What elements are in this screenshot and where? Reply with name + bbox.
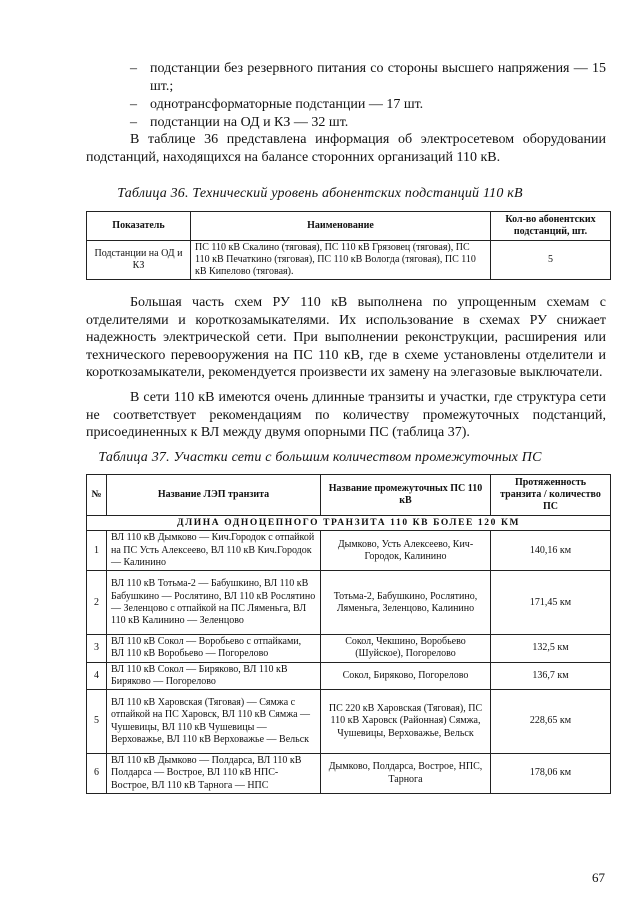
table-row [87, 241, 611, 280]
table-cell: Подстанции на ОД и КЗ [87, 241, 191, 280]
table-row [87, 662, 611, 689]
intermediate-substations: ПС 220 кВ Харовская (Тяговая), ПС 110 кВ Харовск (Районная) Сямжа, Чушевицы, Верховажье, Вельск [321, 690, 491, 754]
table-36 [86, 211, 611, 280]
table-row [87, 754, 611, 794]
bullet-dash: – [130, 115, 137, 130]
table-row [87, 635, 611, 662]
row-number: 4 [87, 662, 107, 689]
intermediate-substations: Сокол, Чекшино, Воробьево (Шуйское), Погорелово [321, 635, 491, 662]
paragraph: В сети 110 кВ имеются очень длинные транзиты и участки, где структура сети не соответствует рекомендациям по количеству промежуточных подстанций, присоединенных к ВЛ между двумя опорными ПС (таблица 37). [86, 390, 606, 441]
table-row [87, 690, 611, 754]
line-name: ВЛ 110 кВ Дымково — Полдарса, ВЛ 110 кВ Полдарса — Вострое, ВЛ 110 кВ НПС-Вострое, ВЛ 110 кВ Тарнога — НПС [107, 754, 321, 794]
transit-length: 178,06 км [491, 754, 611, 794]
intermediate-substations: Дымково, Полдарса, Вострое, НПС, Тарнога [321, 754, 491, 794]
paragraph: В таблице 36 представлена информация об электросетевом оборудовании подстанций, находящихся на балансе сторонних организаций 110 кВ. [86, 132, 606, 165]
bullet-dash: – [130, 97, 137, 112]
row-number: 3 [87, 635, 107, 662]
table-header-row [87, 212, 611, 241]
line-name: ВЛ 110 кВ Харовская (Тяговая) — Сямжа с отпайкой на ПС Харовск, ВЛ 110 кВ Сямжа — Чушевицы, ВЛ 110 кВ Чушевицы — Верховажье, ВЛ 110 кВ Верховажье — Вельск [107, 690, 321, 754]
column-header: Кол-во абонентских подстанций, шт. [491, 212, 611, 241]
bullet-item: однотрансформаторные подстанции — 17 шт. [150, 97, 424, 112]
line-name: ВЛ 110 кВ Сокол — Воробьево с отпайками, ВЛ 110 кВ Воробьево — Погорелово [107, 635, 321, 662]
transit-length: 140,16 км [491, 531, 611, 571]
column-header: Показатель [87, 212, 191, 241]
table-caption: Таблица 37. Участки сети с большим количеством промежуточных ПС [98, 450, 542, 465]
table-row [87, 531, 611, 571]
intermediate-substations: Тотьма-2, Бабушкино, Рослятино, Ляменьга, Зеленцово, Калинино [321, 571, 491, 635]
row-number: 5 [87, 690, 107, 754]
row-number: 6 [87, 754, 107, 794]
section-row [87, 516, 611, 531]
line-name: ВЛ 110 кВ Дымково — Кич.Городок с отпайкой на ПС Усть Алексеево, ВЛ 110 кВ Кич.Городок — Калинино [107, 531, 321, 571]
row-number: 2 [87, 571, 107, 635]
table-header-row [87, 475, 611, 516]
table-row [87, 571, 611, 635]
line-name: ВЛ 110 кВ Сокол — Биряково, ВЛ 110 кВ Биряково — Погорелово [107, 662, 321, 689]
bullet-item: подстанции на ОД и КЗ — 32 шт. [150, 115, 349, 130]
column-header: Протяженность транзита / количество ПС [491, 475, 611, 516]
column-header: Наименование [191, 212, 491, 241]
table-caption: Таблица 36. Технический уровень абонентских подстанций 110 кВ [117, 186, 523, 201]
bullet-item: подстанции без резервного питания со стороны высшего напряжения — 15 [150, 61, 606, 76]
bullet-dash: – [130, 61, 137, 76]
transit-length: 136,7 км [491, 662, 611, 689]
column-header: Название промежуточных ПС 110 кВ [321, 475, 491, 516]
transit-length: 171,45 км [491, 571, 611, 635]
intermediate-substations: Дымково, Усть Алексеево, Кич-Городок, Калинино [321, 531, 491, 571]
intermediate-substations: Сокол, Биряково, Погорелово [321, 662, 491, 689]
line-name: ВЛ 110 кВ Тотьма-2 — Бабушкино, ВЛ 110 кВ Бабушкино — Рослятино, ВЛ 110 кВ Рослятино — Зеленцово с отпайкой на ПС Ляменьга, ВЛ 110 кВ Калинино — Зеленцово [107, 571, 321, 635]
transit-length: 132,5 км [491, 635, 611, 662]
section-title: ДЛИНА ОДНОЦЕПНОГО ТРАНЗИТА 110 КВ БОЛЕЕ 120 КМ [87, 516, 611, 531]
bullet-item-continuation: шт.; [150, 79, 174, 94]
transit-length: 228,65 км [491, 690, 611, 754]
row-number: 1 [87, 531, 107, 571]
table-cell: 5 [491, 241, 611, 280]
column-header: Название ЛЭП транзита [107, 475, 321, 516]
column-header: № [87, 475, 107, 516]
table-cell: ПС 110 кВ Скалино (тяговая), ПС 110 кВ Грязовец (тяговая), ПС 110 кВ Печаткино (тяговая), ПС 110 кВ Вологда (тяговая), ПС 110 кВ Кипелово (тяговая). [191, 241, 491, 280]
table-37 [86, 474, 611, 794]
page-number: 67 [592, 870, 605, 885]
paragraph: Большая часть схем РУ 110 кВ выполнена по упрощенным схемам с отделителями и короткозамыкателями. Их использование в схемах РУ снижает надежность электрической сети. При выполнении реконструкции, расширения или технического перевооружения на ПС 110 кВ, где в схеме установлены отделители и короткозамыкатели, рекомендуется произвести их замену на элегазовые выключатели. [86, 295, 606, 381]
